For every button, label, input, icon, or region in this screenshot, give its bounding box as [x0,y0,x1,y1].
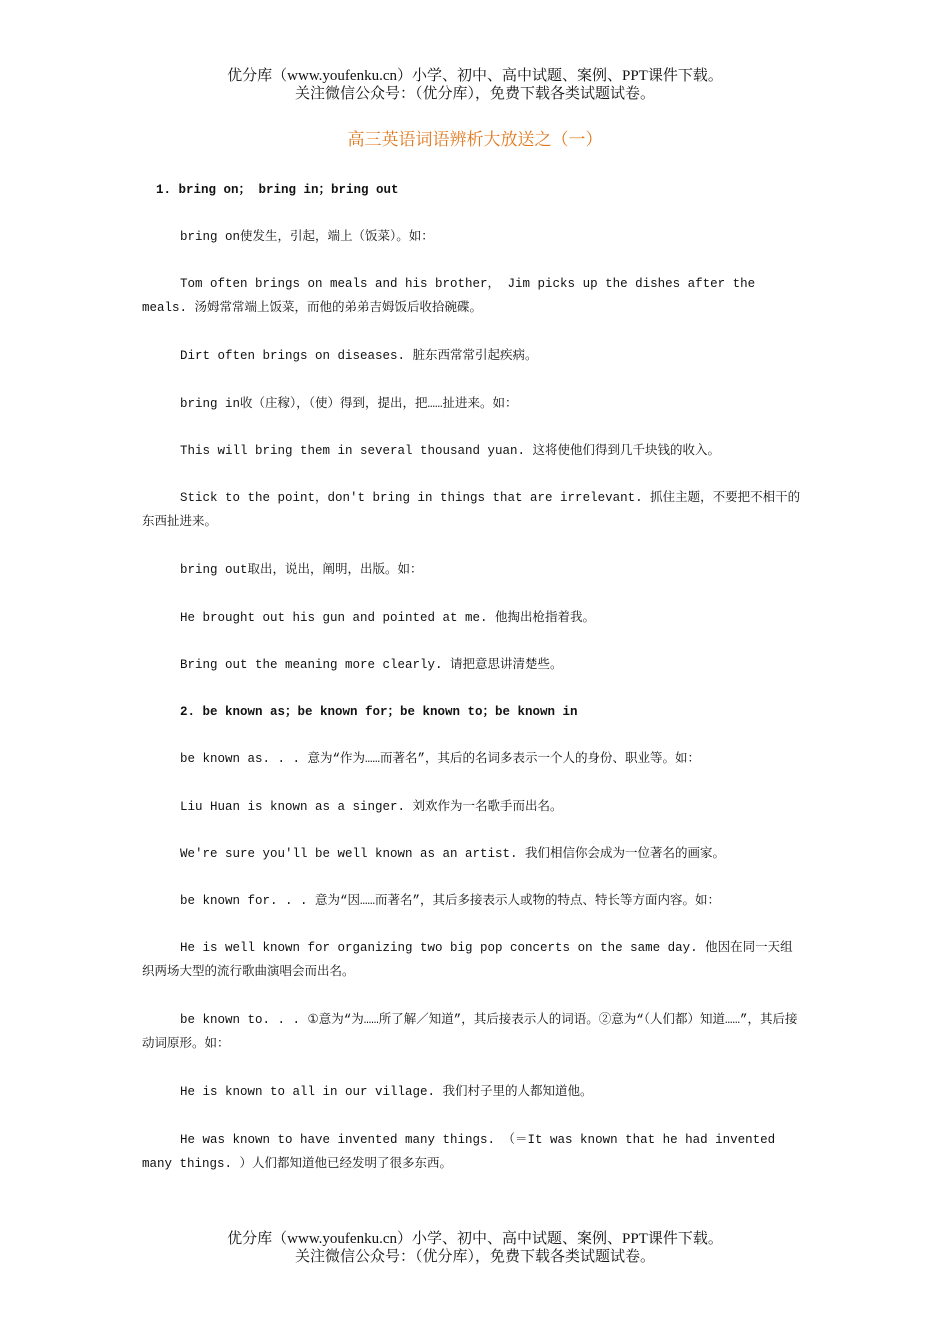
paragraph: He is well known for organizing two big pop concerts on the same day. 他因在同一天组织两场大型的流行歌曲演唱会而出名。 [142,941,793,979]
paragraph: Liu Huan is known as a singer. 刘欢作为一名歌手而出名。 [180,800,563,814]
paragraph: Stick to the point，don't bring in things that are irrelevant. 抓住主题，不要把不相干的东西扯进来。 [142,491,801,529]
page-footer [0,1230,950,1266]
paragraph: bring in收（庄稼），（使）得到，提出，把……扯进来。如： [180,397,518,411]
paragraph: be known as. . . 意为“作为……而著名”，其后的名词多表示一个人的身份、职业等。如： [180,752,701,766]
document-title: 高三英语词语辨析大放送之（一） [347,130,603,150]
paragraph: bring out取出，说出，阐明，出版。如： [180,563,423,577]
header-line-2: 关注微信公众号：（优分库），免费下载各类试题试卷。 [294,86,655,102]
paragraph: He brought out his gun and pointed at me. 他掏出枪指着我。 [180,611,596,625]
paragraph: He was known to have invented many things. （＝It was known that he had invented many things. ）人们都知道他已经发明了很多东西。 [142,1133,776,1171]
section-heading-1: 1. bring on； bring in；bring out [156,183,399,197]
section-heading-2: 2. be known as；be known for；be known to；be known in [180,705,578,719]
footer-line-2: 关注微信公众号：（优分库），免费下载各类试题试卷。 [294,1249,655,1265]
paragraph: be known for. . . 意为“因……而著名”，其后多接表示人或物的特点、特长等方面内容。如： [180,894,721,908]
paragraph: Bring out the meaning more clearly. 请把意思讲清楚些。 [180,658,563,672]
paragraph: Tom often brings on meals and his brother， Jim picks up the dishes after the meals. 汤姆常常端上饭菜，而他的弟弟吉姆饭后收拾碗碟。 [142,277,756,315]
paragraph: This will bring them in several thousand yuan. 这将使他们得到几千块钱的收入。 [180,444,721,458]
paragraph: bring on使发生，引起，端上（饭菜）。如： [180,230,434,244]
paragraph: He is known to all in our village. 我们村子里的人都知道他。 [180,1085,593,1099]
footer-line-1: 优分库（www.youfenku.cn）小学、初中、高中试题、案例、PPT课件下载。 [227,1231,723,1247]
paragraph: Dirt often brings on diseases. 脏东西常常引起疾病。 [180,349,538,363]
paragraph: We're sure you'll be well known as an artist. 我们相信你会成为一位著名的画家。 [180,847,726,861]
header-line-1: 优分库（www.youfenku.cn）小学、初中、高中试题、案例、PPT课件下载。 [227,68,723,84]
page-header [0,67,950,103]
paragraph: be known to. . . ①意为“为……所了解／知道”，其后接表示人的词语。②意为“（人们都）知道……”，其后接动词原形。如： [142,1013,798,1051]
